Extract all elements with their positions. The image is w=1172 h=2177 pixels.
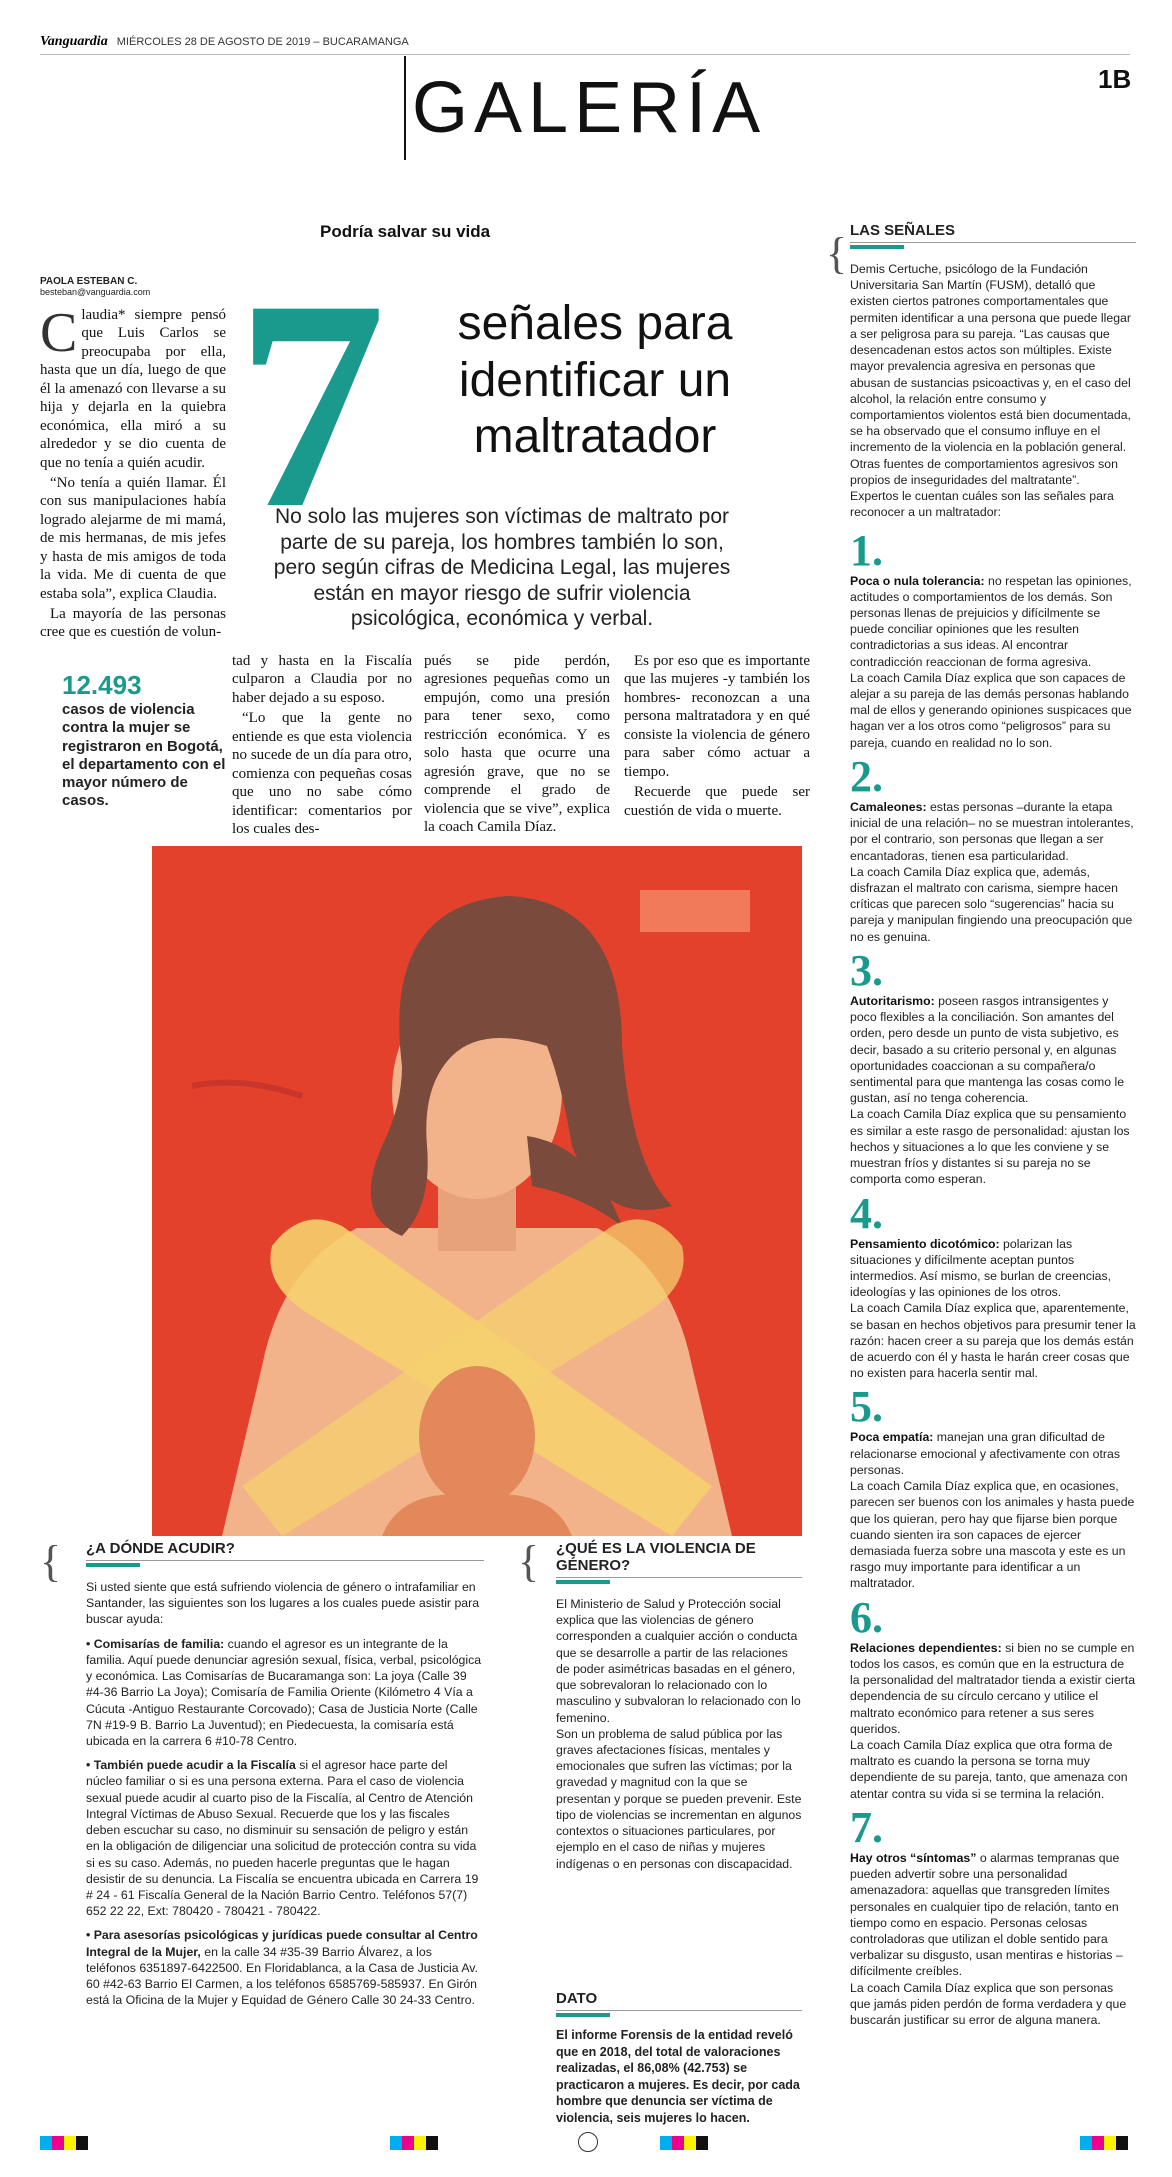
box-violencia <box>556 1540 802 1880</box>
headline-number: 7 <box>236 238 386 570</box>
donde-item-title: • También puede acudir a la Fiscalía <box>86 1758 296 1773</box>
senal-item <box>850 1592 1136 1802</box>
senal-item <box>850 525 1136 751</box>
box-intro: Si usted siente que está sufriendo violencia de género o intrafamiliar en Santander, las siguientes son los lugares a los cuales puede asistir para buscar ayuda: <box>86 1580 480 1627</box>
illustration-child-head <box>419 1366 535 1506</box>
senal-item <box>850 1188 1136 1382</box>
stat-box <box>60 670 232 811</box>
sidebar-title: LAS SEÑALES <box>850 222 1136 243</box>
body-column-2 <box>232 652 412 840</box>
box-title: DATO <box>556 1990 802 2011</box>
donde-item: • También puede acudir a la Fiscalía si el agresor hace parte del núcleo familiar o si es una persona externa. Para el caso de violencia sexual puede acudir al cuarto piso de la Fiscalía, al Centro de Atención Integral Víctimas de Abuso Sexual. Recuerde que los y las fiscales deben escuchar su caso, no disminuir su sensación de peligro y están en la obligación de diligenciar una solicitud de protección contra su vida si es su caso. Además, no pueden hacerle preguntas que le hagan desistir de su denuncia. La Fiscalía se encuentra ubicada en Carrera 19 # 24 - 61 Fiscalía General de la Nación Barrio Centro. Teléfonos 57(7) 652 22 22, Ext: 780420 - 780421 - 780422. <box>86 1758 479 1919</box>
box-accent-bar <box>86 1563 140 1567</box>
illustration-accent-rect <box>640 890 750 932</box>
senal-title: Hay otros “síntomas” <box>850 1850 977 1865</box>
donde-item: • Comisarías de familia: cuando el agresor es un integrante de la familia. Aquí puede denunciar agresión sexual, física, verbal, psicológica y económica. Las Comisarías de Bucaramanga son: La joya (Calle 39 #4-36 Barrio La Joya); Comisaría de Familia Oriente (Kilómetro 4 Vía a Cúcuta -Antiguo Restaurante Corcovado); Casa de Justicia Norte (Calle 7N #19-9 B. Barrio La Juventud); en Piedecuesta, la comisaría está ubicada en la carrera 6 #10-78 Centro. <box>86 1636 482 1748</box>
illustration-woman-crossed-arms <box>152 846 802 1536</box>
senal-number: 3. <box>850 945 883 995</box>
body-column-1 <box>40 302 226 644</box>
dato-text: El informe Forensis de la entidad reveló que en 2018, del total de valoraciones realizadas, el 86,08% (42.753) se practicaron a mujeres. Es decir, por cada hombre que denuncia ser víctima de violencia, seis mujeres lo hacen. <box>556 2028 800 2125</box>
senal-text: Poca empatía: manejan una gran dificultad de relacionarse emocional y afectivamente con otras personas. <box>850 1430 1120 1477</box>
header-rule <box>40 54 1130 55</box>
color-registration-strip <box>390 2136 438 2150</box>
senal-number: 1. <box>850 525 883 575</box>
senal-coach: La coach Camila Díaz explica que su pensamiento es similar a este rasgo de personalidad: ajustan los hechos y situaciones a lo que les conviene y se muestran fríos y distantes si su pareja no se comporta como esperan. <box>850 1107 1130 1187</box>
senal-title: Poca o nula tolerancia: <box>850 573 985 588</box>
box-body <box>86 1579 484 2008</box>
senal-text: Pensamiento dicotómico: polarizan las situaciones y difícilmente aceptan puntos intermedios. Así mismo, se burlan de creencias, ideologías y las opiniones de los otros. <box>850 1236 1112 1300</box>
box-donde-acudir <box>86 1540 484 2016</box>
senal-coach: La coach Camila Díaz explica que, en ocasiones, parecen ser buenos con los animales y hasta puede que los quieran, pero hay que fijarse bien porque cuando sienten ira son capaces de ejercer demasiada fuerza sobre una mascota y este es un rasgo muy importante para identificar a un maltratador. <box>850 1479 1135 1591</box>
senal-coach: La coach Camila Díaz explica que son capaces de alejar a su pareja de las demás personas hablando mal de ellos y generando opiniones suspicaces que hagan ver a los otros como “peligrosos” para su pareja, cuando en realidad no lo son. <box>850 670 1132 750</box>
color-registration-strip <box>660 2136 708 2150</box>
byline-email: besteban@vanguardia.com <box>40 287 151 297</box>
brace-icon: { <box>40 1537 62 1586</box>
byline <box>40 276 150 297</box>
deck: No solo las mujeres son víctimas de maltrato por parte de su pareja, los hombres también lo son, pero según cifras de Medicina Legal, las mujeres están en mayor riesgo de sufrir violencia psicológica, económica y verbal. <box>273 505 731 631</box>
body-paragraph: pués se pide perdón, agresiones pequeñas como un empujón, como una presión para tener sexo, como restricción económica. Y es solo hasta que ocurre una agresión grave, que no se comprende el grado de violencia que se vive”, explica la coach Camila Díaz. <box>424 653 610 835</box>
senal-text: Camaleones: estas personas –durante la etapa inicial de una relación– no se muestran intolerantes, por el contrario, son personas que llegan a ser encantadoras, tienen esa particularidad. <box>850 799 1134 863</box>
senal-number: 2. <box>850 751 883 801</box>
donde-item-title: • Comisarías de familia: <box>86 1636 225 1651</box>
senal-text: Autoritarismo: poseen rasgos intransigentes y poco flexibles a la conciliación. Son amantes del orden, pero desde un punto de vista subjetivo, es decir, basado a su criterio personal y, en algunas oportunidades coaccionan a su compañera/o sentimental para que mantenga las cosas como le gustan, así no tenga coherencia. <box>850 993 1125 1106</box>
donde-item-title: • Para asesorías psicológicas y jurídicas puede consultar al Centro Integral de la Mujer, <box>86 1928 478 1959</box>
senal-title: Camaleones: <box>850 799 927 814</box>
body-paragraph: La mayoría de las personas cree que es cuestión de volun- <box>40 606 226 641</box>
senal-title: Autoritarismo: <box>850 993 935 1008</box>
senal-title: Poca empatía: <box>850 1430 934 1445</box>
donde-item: • Para asesorías psicológicas y jurídicas puede consultar al Centro Integral de la Mujer, en la calle 34 #35-39 Barrio Álvarez, a los teléfonos 6351897-6422500. En Floridablanca, a la Casa de Justicia Av. 60 #42-63 Barrio El Carmen, a los teléfonos 6585769-585937. En Girón está la Oficina de la Mujer y Equidad de Género Calle 30 24-33 Centro. <box>86 1928 478 2008</box>
page-number: 1B <box>1098 64 1132 94</box>
senal-number: 4. <box>850 1188 883 1238</box>
section-divider <box>404 56 406 160</box>
body-paragraph: “Lo que la gente no entiende es que esta violencia no sucede de un día para otro, comienza con pequeñas cosas que uno no sabe cómo identificar: comentarios por los cuales des- <box>232 710 412 837</box>
body-paragraph: tad y hasta en la Fiscalía culparon a Claudia por no haber dejado a su esposo. <box>232 653 412 706</box>
box-body: El Ministerio de Salud y Protección social explica que las violencias de género corresponden a cualquier acción o conducta que se desarrolle a partir de las relaciones de poder asimétricas basadas en el género, que sobrevaloran lo relacionado con lo masculino y subvaloran lo relacionado con lo femenino. Son un problema de salud pública por las graves afectaciones físicas, mentales y emocionales que sufren las víctimas; por la gravedad y magnitud con la que se presentan y porque se pueden prevenir. Este tipo de violencias se incrementan en algunos contextos o situaciones particulares, por ejemplo en el caso de niñas y mujeres indígenas o en personas con discapacidad. <box>556 1597 802 1871</box>
sidebar-senales <box>850 222 1136 2028</box>
senal-item <box>850 751 1136 945</box>
body-paragraph: Es por eso que es importante que las mujeres -y también los hombres- reconozcan a una persona maltratadora y en qué consiste la violencia de género para saber cómo actuar a tiempo. <box>624 653 810 780</box>
body-column-4 <box>624 652 810 822</box>
senal-title: Pensamiento dicotómico: <box>850 1236 1000 1251</box>
senal-text: Relaciones dependientes: si bien no se cumple en todos los casos, es común que en la estructura de la personalidad del maltratador tienda a existir cierta dependencia de su círculo cercano y utilice el maltrato económico para retener a sus seres queridos. <box>850 1640 1136 1736</box>
box-accent-bar <box>556 1580 610 1584</box>
box-dato <box>556 1990 802 2126</box>
senal-item <box>850 1802 1136 2028</box>
stat-number: 12.493 <box>62 670 142 700</box>
color-registration-strip <box>1080 2136 1128 2150</box>
brace-icon: { <box>518 1537 540 1586</box>
color-registration-strip <box>40 2136 88 2150</box>
sidebar-intro: Demis Certuche, psicólogo de la Fundación Universitaria San Martín (FUSM), detalló que existen ciertos patrones comportamentales que permiten identificar a una persona que puede llegar a ser peligrosa para su pareja. “Las causas que desencadenan estos actos son múltiples. Existe mayor prevalencia agresiva en personas que abusan de sustancias psicoactivas y, en el caso del alcohol, la relación entre consumo y comportamientos violentos está bien documentada, se ha observado que el consumo influye en el incremento de la violencia en la población general. Otras fuentes de comportamientos agresivos son propios de inseguridades del maltratante”. Expertos le cuentan cuáles son las señales para reconocer a un maltratador: <box>850 262 1131 520</box>
senal-number: 6. <box>850 1592 883 1642</box>
body-paragraph: Recuerde que puede ser cuestión de vida o muerte. <box>624 784 810 819</box>
senal-item <box>850 1382 1136 1591</box>
senal-coach: La coach Camila Díaz explica que otra forma de maltrato es cuando la persona se torna muy dependiente de su pareja, tanto, que amenaza con atentar contra su vida si se termina la relación. <box>850 1737 1128 1801</box>
box-title: ¿QUÉ ES LA VIOLENCIA DE GÉNERO? <box>556 1540 802 1578</box>
senal-coach: La coach Camila Díaz explica que, además, disfrazan el maltrato con carisma, siempre hacen críticas que parecen solo “sugerencias” hacia su pareja y manipulan fingiendo una preocupación que no es genuina. <box>850 864 1133 944</box>
brace-icon: { <box>826 229 848 278</box>
crosshair-icon <box>578 2132 598 2152</box>
box-title: ¿A DÓNDE ACUDIR? <box>86 1540 484 1561</box>
body-paragraph: Claudia* siempre pensó que Luis Carlos se preocupaba por ella, hasta que un día, luego de que él la amenazó con llevarse a su hija y dejarla en la quiebra económica, ella miró a su alrededor y se dio cuenta de que no tenía a quién acudir. <box>40 302 226 471</box>
senal-text: Poca o nula tolerancia: no respetan las opiniones, actitudes o comportamientos de los demás. Son personas llenas de prejuicios y difícilmente se puede conciliar opiniones que les resulten contradictorias a sus ideas. Al encontrar contradicción reaccionan de forma agresiva. <box>850 573 1132 669</box>
box-accent-bar <box>556 2013 610 2017</box>
body-column-3 <box>424 652 610 838</box>
senales-list <box>850 525 1136 2029</box>
senal-number: 5. <box>850 1382 883 1432</box>
senal-number: 7. <box>850 1802 883 1852</box>
senal-item <box>850 945 1136 1188</box>
senal-text: Hay otros “síntomas” o alarmas tempranas que pueden advertir sobre una personalidad amenazadora: aquellas que transgreden límites personales en cualquier tipo de relación, tanto en tiempo como en espacio. Personas celosas controladoras que utilizan el doble sentido para verbalizar su disgusto, usan mentiras e historias –difícilmente creíbles. <box>850 1850 1123 1979</box>
senal-title: Relaciones dependientes: <box>850 1640 1002 1655</box>
body-paragraph: “No tenía a quién llamar. Él con sus manipulaciones había logrado alejarme de mi mamá, de mis hermanas, de mis jefes y hasta de mis amigos de toda la vida. Me di cuenta de que estaba sola”, explica Claudia. <box>40 474 226 602</box>
senal-coach: La coach Camila Díaz explica que, aparentemente, se basan en hechos objetivos para presumir tener la razón: hacen creer a su pareja que los demás están de acuerdo con él y hasta le harán creer cosas que no existen para hacerla sentir mal. <box>850 1301 1136 1381</box>
brand-logo: Vanguardia <box>40 34 108 49</box>
stat-text: casos de violencia contra la mujer se registraron en Bogotá, el departamento con el mayor número de casos. <box>62 701 226 810</box>
section-title: GALERÍA <box>412 68 767 148</box>
date-line: MIÉRCOLES 28 DE AGOSTO DE 2019 – BUCARAMANGA <box>116 36 409 48</box>
headline: señales para identificar un maltratador <box>457 297 733 464</box>
masthead <box>40 34 409 50</box>
senal-coach: La coach Camila Díaz explica que son personas que jamás piden perdón de forma verdadera y que buscarán justificar su error de alguna manera. <box>850 1980 1127 2028</box>
sidebar-accent-bar <box>850 245 904 249</box>
kicker: Podría salvar su vida <box>320 222 491 241</box>
donde-list <box>86 1636 484 2009</box>
byline-name: PAOLA ESTEBAN C. <box>40 276 138 287</box>
dropcap: C <box>40 302 78 364</box>
